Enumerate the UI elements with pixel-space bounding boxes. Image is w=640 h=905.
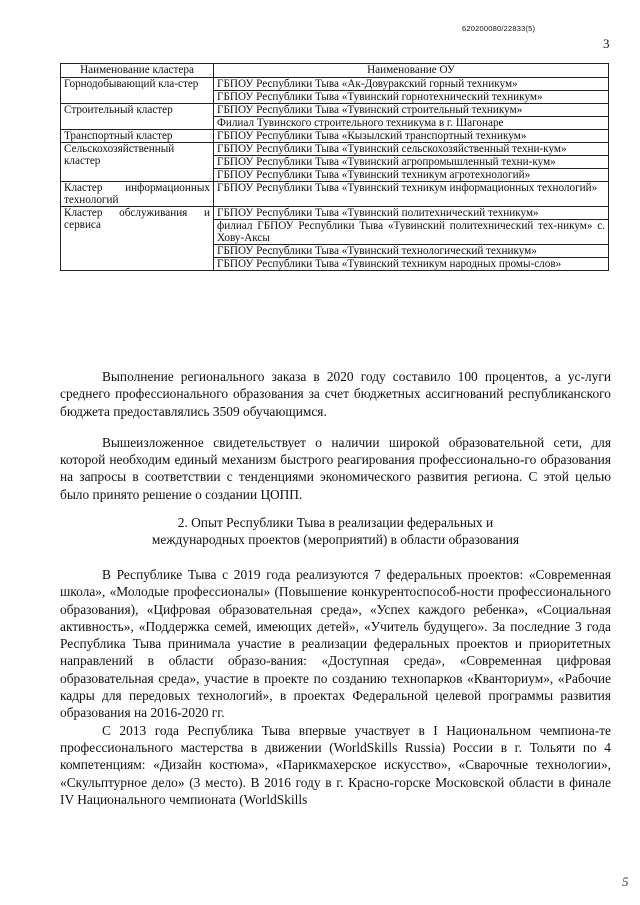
paragraph-network: Вышеизложенное свидетельствует о наличии широкой образовательной сети, для которой необходим единый механизм быстрого реагирования профессионально-го образования на запросы в соответствии с тенденциями экономического развития региона. С этой целью было принято решение о создании ЦОПП. (60, 434, 611, 502)
org-cell: ГБПОУ Республики Тыва «Тувинский техникум агротехнологий» (214, 169, 609, 182)
org-cell: филиал ГБПОУ Республики Тыва «Тувинский политехнический тех-никум» с. Хову-Аксы (214, 220, 609, 245)
column-header-cluster: Наименование кластера (61, 64, 214, 78)
cluster-cell: Сельскохозяйственный кластер (61, 143, 214, 182)
org-cell: ГБПОУ Республики Тыва «Тувинский политехнический техникум» (214, 207, 609, 220)
org-cell: ГБПОУ Республики Тыва «Тувинский сельскохозяйственный техни-кум» (214, 143, 609, 156)
org-cell: ГБПОУ Республики Тыва «Тувинский строительный техникум» (214, 104, 609, 117)
org-cell: ГБПОУ Республики Тыва «Тувинский технологический техникум» (214, 245, 609, 258)
org-cell: ГБПОУ Республики Тыва «Тувинский техникум информационных технологий» (214, 182, 609, 207)
org-cell: ГБПОУ Республики Тыва «Ак-Довуракский горный техникум» (214, 78, 609, 91)
page-number: 3 (603, 36, 610, 51)
handwritten-mark: 5 (622, 874, 629, 889)
org-cell: ГБПОУ Республики Тыва «Тувинский техникум народных промы-слов» (214, 258, 609, 271)
body-text-lower (60, 566, 611, 808)
body-text-upper (60, 368, 611, 503)
section-heading-line-1: 2. Опыт Республики Тыва в реализации федеральных и (177, 515, 494, 530)
clusters-table (60, 63, 609, 271)
org-cell: ГБПОУ Республики Тыва «Тувинский агропромышленный техни-кум» (214, 156, 609, 169)
cluster-cell: Горнодобывающий кла-стер (61, 78, 214, 104)
cluster-cell: Кластер обслуживания и сервиса (61, 207, 214, 271)
table-header-row (61, 64, 609, 78)
paragraph-worldskills: С 2013 года Республика Тыва впервые участвует в I Национальном чемпиона-те профессионального мастерства в движении (WorldSkills Russia) России в г. Тольяти по 4 компетенциям: «Дизайн костюма», «Парикмахерское искусство», «Сварочные технологии», «Скульптурное дело» (3 место). В 2016 году в г. Красно-горске Московской области в финале IV Национального чемпионата (WorldSkills (60, 722, 611, 807)
section-heading (60, 514, 611, 549)
org-cell: ГБПОУ Республики Тыва «Тувинский горнотехнический техникум» (214, 91, 609, 104)
table-row (61, 182, 609, 207)
column-header-org: Наименование ОУ (214, 64, 609, 78)
table-row (61, 143, 609, 156)
document-id: 620200080/22833(5) (462, 24, 536, 33)
cluster-cell: Кластер информационных технологий (61, 182, 214, 207)
cluster-cell: Транспортный кластер (61, 130, 214, 143)
paragraph-federal-projects: В Республике Тыва с 2019 года реализуются 7 федеральных проектов: «Современная школа», «Молодые профессионалы» (Повышение конкурентоспособ-ности профессионального образования), «Цифровая образовательная среда», «Успех каждого ребенка», «Социальная активность», «Поддержка семей, имеющих детей», «Учитель будущего». За последние 3 года Республика Тыва принимала участие в реализации федеральных проектов и приоритетных направлений в области образо-вания: «Доступная среда», «Современная цифровая образовательная среда», участие в проекте по созданию технопарков «Кванториум», «Рабочие кадры для передовых технологий», в проектах Федеральной целевой программы развития образования на 2016-2020 гг. (60, 567, 611, 721)
cluster-cell: Строительный кластер (61, 104, 214, 130)
table-row (61, 104, 609, 117)
table-row (61, 78, 609, 91)
org-cell: ГБПОУ Республики Тыва «Кызылский транспортный техникум» (214, 130, 609, 143)
org-cell: Филиал Тувинского строительного техникума в г. Шагонаре (214, 117, 609, 130)
table-row (61, 130, 609, 143)
paragraph-regional-order: Выполнение регионального заказа в 2020 году составило 100 процентов, а ус-луги среднего профессионального образования за счет бюджетных ассигнований республиканского бюджета предоставлялись 3509 обучающимся. (60, 369, 611, 419)
table-row (61, 207, 609, 220)
section-heading-line-2: международных проектов (мероприятий) в области образования (151, 532, 520, 548)
